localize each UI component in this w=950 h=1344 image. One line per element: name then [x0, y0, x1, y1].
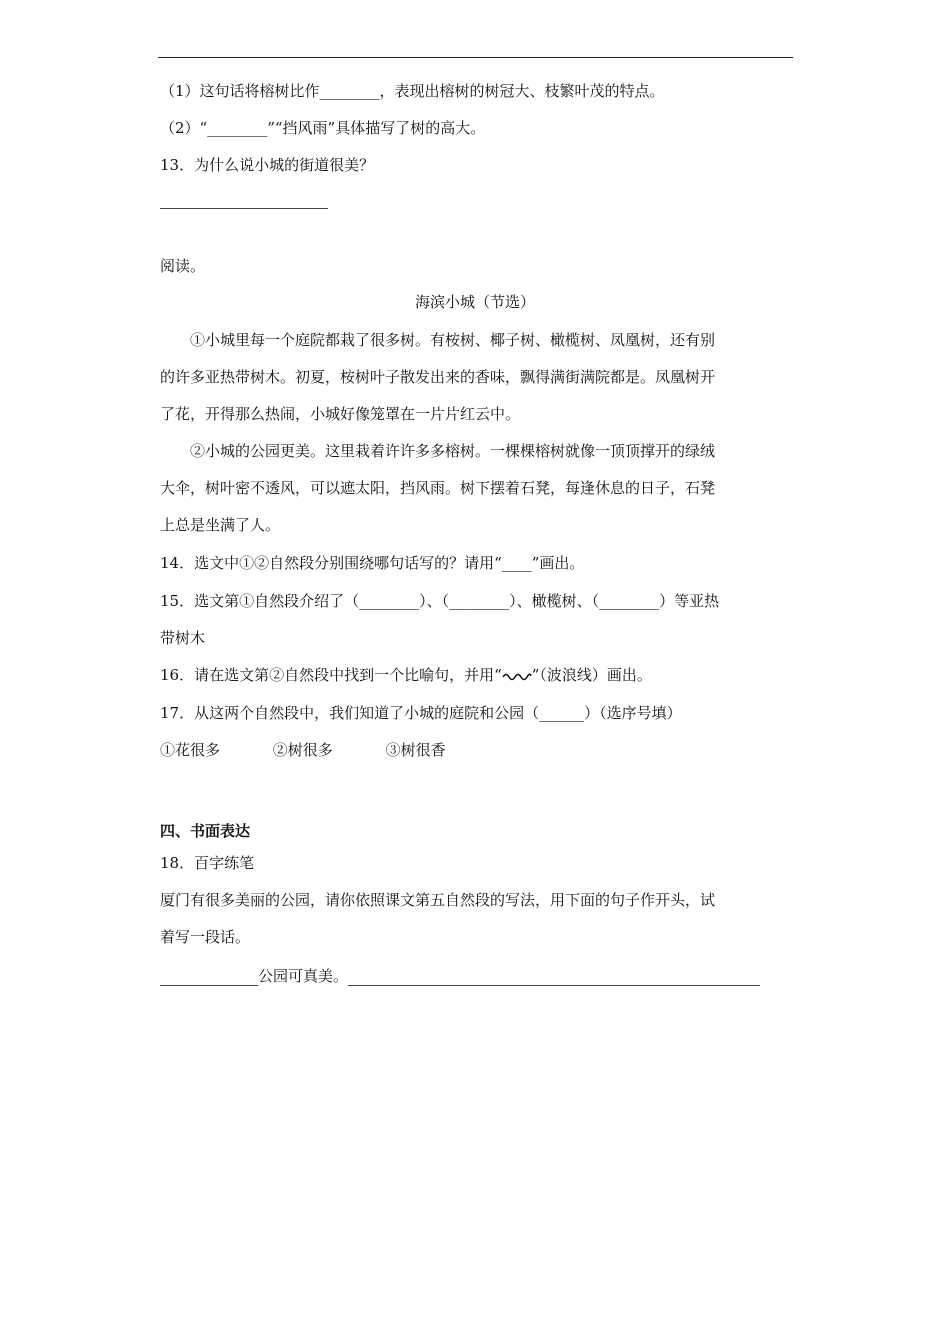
passage-p2-line1: ②小城的公园更美。这里栽着许许多多榕树。一棵棵榕树就像一顶顶撑开的绿绒 — [190, 442, 716, 460]
q17-option-1[interactable]: ①花很多 — [160, 741, 221, 759]
passage-p2-line2: 大伞，树叶密不透风，可以遮太阳，挡风雨。树下摆着石凳，每逢休息的日子，石凳 — [160, 479, 716, 497]
q12-sub1: （1）这句话将榕树比作________，表现出榕树的树冠大、枝繁叶茂的特点。 — [160, 82, 665, 100]
passage-title: 海滨小城（节选） — [414, 293, 535, 311]
q16-text-after: ”（波浪线）画出。 — [531, 666, 652, 684]
passage-p1-line3: 了花，开得那么热闹，小城好像笼罩在一片片红云中。 — [160, 405, 521, 423]
q18-writing-blank[interactable] — [348, 969, 760, 986]
reading-intro: 阅读。 — [160, 257, 206, 275]
q13-answer-line[interactable] — [160, 208, 328, 209]
q16-text-before: 16．请在选文第②自然段中找到一个比喻句，并用“ — [160, 666, 502, 684]
q14-question: 14．选文中①②自然段分别围绕哪句话写的？请用“____”画出。 — [160, 554, 585, 572]
q18-writing-line — [160, 966, 760, 986]
q16-question — [160, 665, 652, 685]
header-rule — [158, 57, 793, 58]
q18-prompt-line2: 着写一段话。 — [160, 928, 251, 946]
passage-p2-line3: 上总是坐满了人。 — [160, 516, 281, 534]
q17-option-3[interactable]: ③树很香 — [385, 741, 446, 759]
q18-park-name-blank[interactable] — [160, 969, 258, 986]
q15-line2: 带树木 — [160, 629, 206, 647]
passage-p1-line1: ①小城里每一个庭院都栽了很多树。有桉树、椰子树、橄榄树、凤凰树，还有别 — [190, 331, 716, 349]
q13-question: 13．为什么说小城的街道很美？ — [160, 156, 375, 174]
q18-title: 18．百字练笔 — [160, 854, 255, 872]
q17-question: 17．从这两个自然段中，我们知道了小城的庭院和公园（______）（选序号填） — [160, 704, 682, 722]
section-heading: 四、书面表达 — [160, 822, 251, 840]
q18-sentence-start: 公园可真美。 — [258, 967, 349, 985]
q17-options — [160, 740, 494, 760]
q15-line1: 15．选文第①自然段介绍了（________）、（________）、橄榄树、（________）等亚热 — [160, 592, 720, 610]
q18-prompt-line1: 厦门有很多美丽的公园，请你依照课文第五自然段的写法，用下面的句子作开头，试 — [160, 891, 716, 909]
passage-p1-line2: 的许多亚热带树木。初夏，桉树叶子散发出来的香味，飘得满街满院都是。凤凰树开 — [160, 368, 716, 386]
q12-sub2: （2）“________”“挡风雨”具体描写了树的高大。 — [160, 119, 486, 137]
wavy-line-icon — [502, 671, 532, 681]
q17-option-2[interactable]: ②树很多 — [272, 741, 333, 759]
